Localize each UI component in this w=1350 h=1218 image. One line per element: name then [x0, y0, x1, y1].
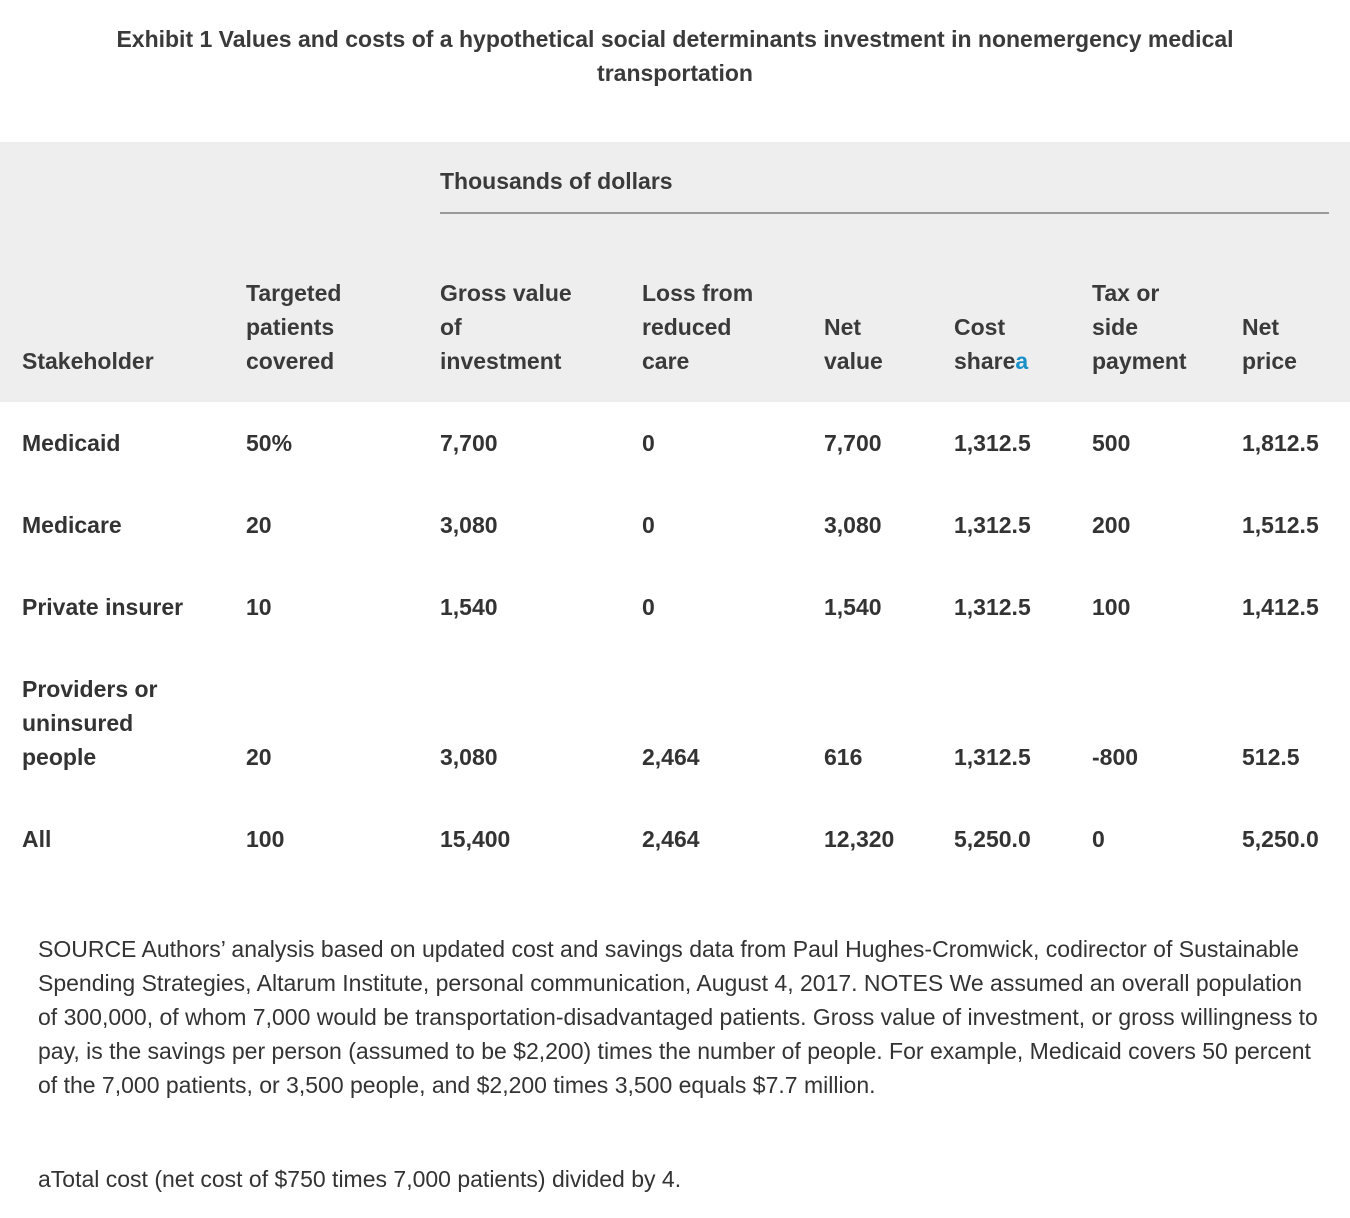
cell-gross-value: 7,700	[440, 430, 498, 456]
cost-share-label: share	[954, 348, 1016, 374]
cell-targeted: 100	[246, 826, 285, 852]
column-header-net-value-line2: value	[824, 348, 883, 374]
cell-cost-share: 1,312.5	[954, 594, 1031, 620]
cost-share-footnote-marker[interactable]: a	[1015, 348, 1029, 374]
cell-loss: 0	[642, 430, 655, 456]
cell-net-value: 616	[824, 744, 863, 770]
cell-loss: 0	[642, 594, 655, 620]
cell-net-price: 512.5	[1242, 744, 1300, 770]
cell-targeted: 20	[246, 512, 272, 538]
cell-net-value: 7,700	[824, 430, 882, 456]
column-header-targeted-line1: Targeted	[246, 280, 342, 306]
cell-stakeholder: All	[22, 826, 52, 852]
cell-net-value: 12,320	[824, 826, 895, 852]
column-header-tax-line1: Tax or	[1092, 280, 1160, 306]
column-header-stakeholder: Stakeholder	[22, 348, 154, 374]
cell-cost-share: 1,312.5	[954, 744, 1031, 770]
cell-net-price: 1,512.5	[1242, 512, 1319, 538]
column-header-tax-line2: side	[1092, 314, 1139, 340]
cell-cost-share: 5,250.0	[954, 826, 1031, 852]
column-header-gross-line2: of	[440, 314, 462, 340]
cell-gross-value: 3,080	[440, 744, 498, 770]
cell-net-value: 1,540	[824, 594, 882, 620]
column-header-targeted-line2: patients	[246, 314, 335, 340]
cell-gross-value: 1,540	[440, 594, 498, 620]
cell-targeted: 20	[246, 744, 272, 770]
cell-stakeholder: Medicare	[22, 512, 122, 538]
column-header-cost-share-line2	[954, 344, 1028, 378]
column-header-tax-line3: payment	[1092, 348, 1187, 374]
column-header-cost-share-line1: Cost	[954, 314, 1006, 340]
cell-net-price: 1,412.5	[1242, 594, 1319, 620]
column-header-loss-line1: Loss from	[642, 280, 754, 306]
cell-stakeholder: Private insurer	[22, 594, 184, 620]
footnote-a: aTotal cost (net cost of $750 times 7,000 patients) divided by 4.	[38, 1166, 682, 1192]
column-header-gross-line3: investment	[440, 348, 562, 374]
cell-cost-share: 1,312.5	[954, 430, 1031, 456]
cell-loss: 2,464	[642, 826, 700, 852]
cell-loss: 0	[642, 512, 655, 538]
cell-stakeholder-line2: uninsured	[22, 710, 134, 736]
cell-net-price: 1,812.5	[1242, 430, 1319, 456]
cell-cost-share: 1,312.5	[954, 512, 1031, 538]
cell-tax: 500	[1092, 430, 1131, 456]
cell-tax: 100	[1092, 594, 1131, 620]
group-header-rule	[440, 212, 1329, 214]
cell-tax: 200	[1092, 512, 1131, 538]
cell-tax: -800	[1092, 744, 1139, 770]
column-header-loss-line2: reduced	[642, 314, 732, 340]
cell-net-price: 5,250.0	[1242, 826, 1319, 852]
cell-stakeholder-line1: Providers or	[22, 676, 158, 702]
column-header-loss-line3: care	[642, 348, 690, 374]
cell-tax: 0	[1092, 826, 1105, 852]
group-header-thousands-of-dollars: Thousands of dollars	[440, 168, 673, 194]
column-header-net-value-line1: Net	[824, 314, 862, 340]
cell-net-value: 3,080	[824, 512, 882, 538]
exhibit-title: Exhibit 1 Values and costs of a hypothetical social determinants investment in nonemergency medical transportation	[116, 26, 1234, 86]
cell-targeted: 10	[246, 594, 272, 620]
source-notes: SOURCE Authors’ analysis based on updated cost and savings data from Paul Hughes-Cromwick, codirector of Sustainable Spending Strategies, Altarum Institute, personal communication, August 4, 2017. NOTES We assumed an overall population of 300,000, of whom 7,000 would be transportation-disadvantaged patients. Gross value of investment, or gross willingness to pay, is the savings per person (assumed to be $2,200) times the number of people. For example, Medicaid covers 50 percent of the 7,000 patients, or 3,500 people, and $2,200 times 3,500 equals $7.7 million.	[38, 936, 1318, 1098]
column-header-net-price-line1: Net	[1242, 314, 1280, 340]
cell-gross-value: 15,400	[440, 826, 511, 852]
cell-gross-value: 3,080	[440, 512, 498, 538]
cell-stakeholder: Medicaid	[22, 430, 121, 456]
cell-loss: 2,464	[642, 744, 700, 770]
cell-stakeholder-line3: people	[22, 744, 97, 770]
column-header-targeted-line3: covered	[246, 348, 335, 374]
column-header-gross-line1: Gross value	[440, 280, 572, 306]
column-header-net-price-line2: price	[1242, 348, 1297, 374]
cell-targeted: 50%	[246, 430, 293, 456]
